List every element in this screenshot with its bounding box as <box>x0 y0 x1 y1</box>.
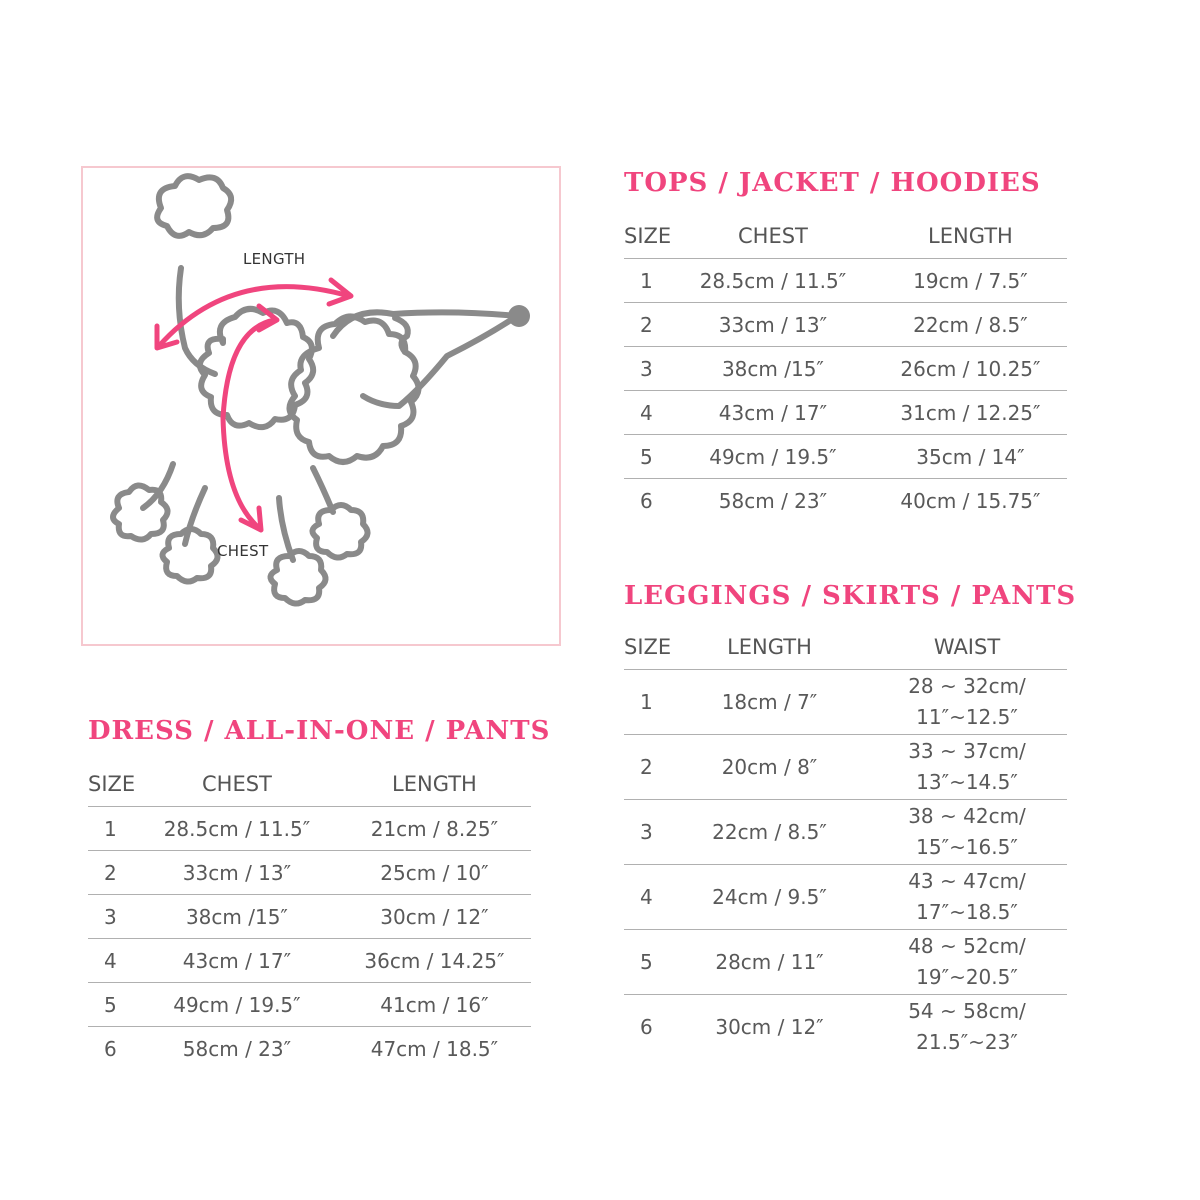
dress-header-length: LENGTH <box>338 762 531 807</box>
chest-cell: 33cm / 13″ <box>136 851 338 895</box>
table-row <box>624 865 1067 930</box>
tops-title: TOPS / JACKET / HOODIES <box>624 168 1041 198</box>
size-cell: 2 <box>88 851 136 895</box>
size-cell: 2 <box>624 303 672 347</box>
chest-cell: 38cm /15″ <box>136 895 338 939</box>
waist-cm: 43 ~ 47cm/ <box>908 869 1026 893</box>
tops-header-length: LENGTH <box>874 214 1067 259</box>
size-cell: 6 <box>640 488 653 513</box>
table-row <box>624 479 1067 523</box>
dress-title: DRESS / ALL-IN-ONE / PANTS <box>88 716 551 746</box>
waist-cm: 54 ~ 58cm/ <box>908 999 1026 1023</box>
chest-cell: 28.5cm / 11.5″ <box>672 259 874 303</box>
size-cell: 1 <box>624 259 672 303</box>
table-row <box>624 435 1067 479</box>
length-cell: 35cm / 14″ <box>874 435 1067 479</box>
table-row <box>624 930 1067 995</box>
length-cell: 19cm / 7.5″ <box>874 259 1067 303</box>
size-cell: 2 <box>624 735 672 800</box>
poodle-head <box>333 312 517 406</box>
waist-inch: 13″~14.5″ <box>916 770 1018 794</box>
leggings-header-size: SIZE <box>624 625 672 670</box>
table-row <box>624 391 1067 435</box>
waist-cell <box>867 800 1067 865</box>
chest-cell: 43cm / 17″ <box>672 391 874 435</box>
waist-cm: 38 ~ 42cm/ <box>908 804 1026 828</box>
front-leg-2 <box>313 468 333 512</box>
length-label: LENGTH <box>243 250 306 268</box>
table-row <box>624 303 1067 347</box>
table-row <box>624 735 1067 800</box>
length-cell: 18cm / 7″ <box>672 670 867 735</box>
tail-puff <box>157 176 231 236</box>
waist-inch: 15″~16.5″ <box>916 835 1018 859</box>
chest-cell: 43cm / 17″ <box>136 939 338 983</box>
table-row <box>624 995 1067 1060</box>
table-row <box>88 851 531 895</box>
waist-inch: 17″~18.5″ <box>916 900 1018 924</box>
size-cell: 3 <box>624 800 672 865</box>
size-cell: 1 <box>88 807 136 851</box>
length-cell: 26cm / 10.25″ <box>874 347 1067 391</box>
tops-header-size: SIZE <box>624 214 672 259</box>
waist-cell <box>867 735 1067 800</box>
length-cell: 47cm / 18.5″ <box>370 1036 499 1061</box>
size-cell: 4 <box>88 939 136 983</box>
waist-cm: 28 ~ 32cm/ <box>908 674 1026 698</box>
chest-cell: 49cm / 19.5″ <box>672 435 874 479</box>
dress-header-size: SIZE <box>88 762 136 807</box>
leggings-header-length: LENGTH <box>672 625 867 670</box>
waist-inch: 21.5″~23″ <box>916 1030 1018 1054</box>
table-row <box>88 983 531 1027</box>
length-cell: 28cm / 11″ <box>672 930 867 995</box>
waist-cm: 48 ~ 52cm/ <box>908 934 1026 958</box>
tops-table <box>624 214 1067 522</box>
waist-inch: 19″~20.5″ <box>916 965 1018 989</box>
table-row <box>624 670 1067 735</box>
chest-cell: 58cm / 23″ <box>718 488 828 513</box>
table-row <box>88 1027 531 1071</box>
tops-header-chest: CHEST <box>672 214 874 259</box>
paw-2 <box>162 529 217 582</box>
size-cell: 3 <box>88 895 136 939</box>
table-row <box>624 347 1067 391</box>
length-cell: 30cm / 12″ <box>715 1015 824 1039</box>
chest-cell: 38cm /15″ <box>672 347 874 391</box>
dress-section <box>88 714 550 1070</box>
table-row <box>88 939 531 983</box>
size-cell: 5 <box>624 435 672 479</box>
table-row <box>88 807 531 851</box>
size-cell: 6 <box>104 1036 117 1061</box>
paw-3 <box>270 551 325 604</box>
size-cell: 1 <box>624 670 672 735</box>
waist-cell <box>867 930 1067 995</box>
chest-label: CHEST <box>217 542 269 560</box>
length-cell: 30cm / 12″ <box>338 895 531 939</box>
paw-4 <box>312 505 367 558</box>
length-cell: 36cm / 14.25″ <box>338 939 531 983</box>
size-cell: 4 <box>624 391 672 435</box>
length-cell: 40cm / 15.75″ <box>900 488 1041 513</box>
dress-header-chest: CHEST <box>136 762 338 807</box>
length-cell: 22cm / 8.5″ <box>874 303 1067 347</box>
poodle-measurement-diagram <box>81 166 561 646</box>
length-cell: 41cm / 16″ <box>338 983 531 1027</box>
tops-header-row <box>624 214 1067 259</box>
size-cell: 4 <box>624 865 672 930</box>
chest-cell: 58cm / 23″ <box>182 1036 292 1061</box>
dress-table <box>88 762 531 1070</box>
tops-section <box>624 166 1067 522</box>
nose-icon <box>508 305 530 327</box>
table-row <box>88 895 531 939</box>
leggings-header-waist: WAIST <box>867 625 1067 670</box>
chest-cell: 49cm / 19.5″ <box>136 983 338 1027</box>
leggings-title: LEGGINGS / SKIRTS / PANTS <box>624 581 1077 611</box>
length-cell: 20cm / 8″ <box>672 735 867 800</box>
length-cell: 25cm / 10″ <box>338 851 531 895</box>
chest-cell: 33cm / 13″ <box>672 303 874 347</box>
waist-inch: 11″~12.5″ <box>916 705 1018 729</box>
waist-cell <box>867 670 1067 735</box>
waist-cell <box>867 995 1067 1060</box>
length-cell: 31cm / 12.25″ <box>874 391 1067 435</box>
leggings-header-row <box>624 625 1067 670</box>
leggings-section <box>624 579 1076 1059</box>
paw-1 <box>113 485 168 539</box>
waist-cell <box>867 865 1067 930</box>
leggings-table <box>624 625 1067 1059</box>
waist-cm: 33 ~ 37cm/ <box>908 739 1026 763</box>
dress-header-row <box>88 762 531 807</box>
chest-cell: 28.5cm / 11.5″ <box>136 807 338 851</box>
size-cell: 5 <box>88 983 136 1027</box>
length-cell: 22cm / 8.5″ <box>672 800 867 865</box>
table-row <box>624 800 1067 865</box>
length-cell: 21cm / 8.25″ <box>338 807 531 851</box>
size-cell: 5 <box>624 930 672 995</box>
size-cell: 3 <box>624 347 672 391</box>
poodle-illustration <box>83 168 559 644</box>
size-cell: 6 <box>640 1015 653 1039</box>
table-row <box>624 259 1067 303</box>
length-cell: 24cm / 9.5″ <box>672 865 867 930</box>
